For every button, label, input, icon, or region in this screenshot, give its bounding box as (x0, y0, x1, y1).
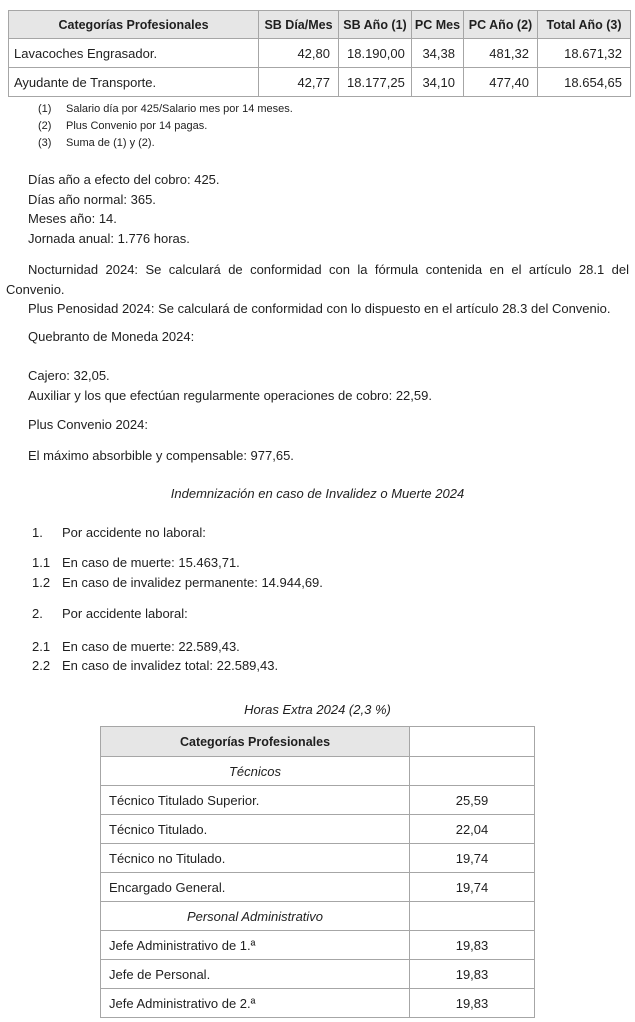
plus-convenio-title: Plus Convenio 2024: (28, 417, 148, 433)
category-cell: Técnico Titulado. (101, 815, 410, 844)
sb-ano-cell: 18.190,00 (339, 39, 412, 68)
list-item-text: En caso de muerte: 15.463,71. (62, 555, 240, 571)
paragraph-nocturnidad: Nocturnidad 2024: Se calculará de conformidad con la fórmula contenida en el artículo 28.1 del Convenio. (6, 262, 629, 297)
footnote-marker: (2) (38, 119, 52, 132)
sb-dia-mes-cell: 42,77 (259, 68, 339, 97)
stat-line: Jornada anual: 1.776 horas. (28, 230, 190, 246)
group-label: Técnicos (101, 757, 410, 786)
plus-convenio-line: El máximo absorbible y compensable: 977,65. (28, 447, 294, 463)
quebranto-line: Cajero: 32,05. (28, 368, 110, 384)
list-item-number: 2.2 (32, 658, 51, 674)
paragraph-penosidad: Plus Penosidad 2024: Se calculará de conformidad con lo dispuesto en el artículo 28.3 del Convenio. (28, 301, 611, 317)
column-header-total-ano: Total Año (3) (538, 11, 631, 39)
column-header-sb-ano: SB Año (1) (339, 11, 412, 39)
pc-ano-cell: 477,40 (464, 68, 538, 97)
value-cell: 19,74 (410, 844, 535, 873)
list-item (32, 656, 629, 676)
indemnizacion-heading: Indemnización en caso de Invalidez o Muerte 2024 (170, 486, 465, 502)
salary-table (8, 10, 631, 97)
value-cell: 22,04 (410, 815, 535, 844)
table-row (101, 786, 535, 815)
value-cell: 19,83 (410, 931, 535, 960)
list-item (32, 553, 629, 573)
list-item (32, 604, 629, 624)
category-cell: Lavacoches Engrasador. (9, 39, 259, 68)
list-item (32, 523, 629, 543)
footnote-text: Suma de (1) y (2). (66, 136, 155, 149)
list-item-number: 1.2 (32, 574, 51, 590)
stat-line: Meses año: 14. (28, 211, 117, 227)
value-cell: 25,59 (410, 786, 535, 815)
list-item-text: Por accidente no laboral: (62, 524, 206, 540)
list-item-text: Por accidente laboral: (62, 606, 188, 622)
list-item-number: 2. (32, 606, 43, 622)
list-item (32, 637, 629, 657)
stats-block (28, 170, 629, 248)
category-cell: Técnico Titulado Superior. (101, 786, 410, 815)
list-item-text: En caso de muerte: 22.589,43. (62, 638, 240, 654)
column-header-pc-ano: PC Año (2) (464, 11, 538, 39)
category-cell: Técnico no Titulado. (101, 844, 410, 873)
footnote (38, 135, 629, 152)
value-cell (410, 757, 535, 786)
sb-dia-mes-cell: 42,80 (259, 39, 339, 68)
hours-table-header-row (101, 727, 535, 757)
table-row (101, 931, 535, 960)
table-row (101, 873, 535, 902)
table-row (9, 39, 631, 68)
footnote (38, 118, 629, 135)
category-cell: Encargado General. (101, 873, 410, 902)
quebranto-line: Auxiliar y los que efectúan regularmente operaciones de cobro: 22,59. (28, 387, 432, 403)
sb-ano-cell: 18.177,25 (339, 68, 412, 97)
salary-table-header-row (9, 11, 631, 39)
category-cell: Jefe de Personal. (101, 960, 410, 989)
list-item-text: En caso de invalidez total: 22.589,43. (62, 658, 279, 674)
table-row-group (101, 902, 535, 931)
value-cell: 19,83 (410, 960, 535, 989)
value-cell (410, 902, 535, 931)
horas-extra-table (100, 726, 535, 1018)
list-item (32, 573, 629, 593)
column-header-categorias: Categorías Profesionales (9, 11, 259, 39)
footnote-text: Plus Convenio por 14 pagas. (66, 119, 208, 132)
stat-line: Días año a efecto del cobro: 425. (28, 172, 220, 188)
quebranto-lines (28, 366, 629, 405)
footnotes (38, 101, 629, 151)
list-item-number: 2.1 (32, 638, 51, 654)
stat-line: Días año normal: 365. (28, 191, 156, 207)
category-cell: Jefe Administrativo de 1.ª (101, 931, 410, 960)
category-cell: Ayudante de Transporte. (9, 68, 259, 97)
column-header-categorias: Categorías Profesionales (101, 727, 410, 757)
total-ano-cell: 18.654,65 (538, 68, 631, 97)
table-row (101, 815, 535, 844)
total-ano-cell: 18.671,32 (538, 39, 631, 68)
quebranto-title: Quebranto de Moneda 2024: (28, 328, 195, 344)
pc-ano-cell: 481,32 (464, 39, 538, 68)
table-row (9, 68, 631, 97)
value-cell: 19,83 (410, 989, 535, 1018)
table-row (101, 989, 535, 1018)
horas-extra-heading: Horas Extra 2024 (2,3 %) (244, 701, 391, 717)
footnote-marker: (1) (38, 103, 52, 115)
pc-mes-cell: 34,38 (412, 39, 464, 68)
list-item-number: 1.1 (32, 555, 51, 571)
column-header-blank (410, 727, 535, 757)
footnote-marker: (3) (38, 136, 52, 149)
table-row (101, 960, 535, 989)
category-cell: Jefe Administrativo de 2.ª (101, 989, 410, 1018)
footnote-text: Salario día por 425/Salario mes por 14 meses. (66, 103, 293, 115)
column-header-pc-mes: PC Mes (412, 11, 464, 39)
list-item-number: 1. (32, 524, 43, 540)
list-item-text: En caso de invalidez permanente: 14.944,69. (62, 574, 323, 590)
footnote (38, 101, 629, 118)
table-row-group (101, 757, 535, 786)
table-row (101, 844, 535, 873)
group-label: Personal Administrativo (101, 902, 410, 931)
value-cell: 19,74 (410, 873, 535, 902)
pc-mes-cell: 34,10 (412, 68, 464, 97)
column-header-sb-dia-mes: SB Día/Mes (259, 11, 339, 39)
